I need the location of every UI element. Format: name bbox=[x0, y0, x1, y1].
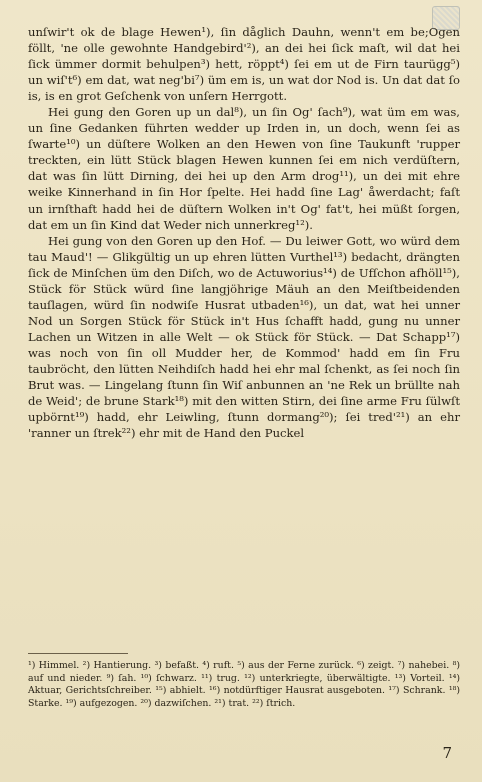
paragraph-2: Hei gung den Goren up un dal⁸), un ſin Og' ſach⁹), wat üm em was, un ſine Gedanken führten wedder up Irden in, un doch, wenn ſei as ſwarte¹⁰) un düſtere Wolken an den Hewen von ſine Taukunft 'rupper treckten, ein lütt Stück blagen Hewen kunnen ſei em nich verdüſtern, dat was ſin lütt Dirning, dei hei up den Arm drog¹¹), un dei mit ehre weike Kinnerhand in ſin Hor ſpelte. Hei hadd ſine Lag' åwerdacht; faſt un irnſthaft hadd hei de düſtern Wolken in't Og' fat't, hei müßt ſorgen, dat em un ſin Kind dat Weder nich unnerkreg¹²). bbox=[28, 105, 460, 232]
footnotes: ¹) Himmel. ²) Hantierung. ³) befaßt. ⁴) ruft. ⁵) aus der Ferne zurück. ⁶) zeigt. ⁷) nahebei. ⁸) auf und nieder. ⁹) ſah. ¹⁰) ſchwarz. ¹¹) trug. ¹²) unterkriegte, überwältigte. ¹³) Vorteil. ¹⁴) Aktuar, Gerichtsſchreiber. ¹⁵) abhielt. ¹⁶) notdürftiger Hausrat ausgeboten. ¹⁷) Schrank. ¹⁸) Starke. ¹⁹) aufgezogen. ²⁰) dazwiſchen. ²¹) trat. ²²) ſtrich. bbox=[28, 660, 460, 709]
main-text bbox=[28, 24, 460, 441]
page-number: 7 bbox=[442, 744, 452, 762]
paragraph-3: Hei gung von den Goren up den Hof. — Du leiwer Gott, wo würd dem tau Maud'! — Glikgültig un up ehren lütten Vurthel¹³) bedacht, drängten ſick de Minſchen üm den Diſch, wo de Actuworius¹⁴) de Ufſchon afhöll¹⁵), Stück för Stück würd ſine langjöhrige Mäuh an den Meiſtbeidenden tauſlagen, würd ſin nodwiſe Husrat utbaden¹⁶), un dat, wat hei unner Nod un Sorgen Stück för Stück in't Hus ſchafft hadd, gung nu unner Lachen un Witzen in alle Welt — ok Stück för Stück. — Dat Schapp¹⁷) was noch von ſin oll Mudder her, de Kommod' hadd em ſin Fru taubröcht, den lütten Neihdiſch hadd hei ehr mal ſchenkt, as ſei noch ſin Brut was. — Lingelang ſtunn ſin Wiſ anbunnen an 'ne Rek un brüllte nah de Weid'; de brune Stark¹⁸) mit den witten Stirn, dei ſine arme Fru ſülwſt upbörnt¹⁹) hadd, ehr Leiwling, ſtunn dormang²⁰); ſei tred'²¹) an ehr 'ranner un ſtrek²²) ehr mit de Hand den Puckel bbox=[28, 233, 460, 441]
paragraph-1: unſwir't ok de blage Hewen¹), ſin dåglich Dauhn, wenn't em be;Ogen föllt, 'ne olle gewohnte Handgebird'²), an dei hei ſick maſt, wil dat hei ſick ümmer dormit behulpen³) hett, röppt⁴) ſei em ut de Firn taurügg⁵) un wiſ't⁶) em dat, wat neg'bi⁷) üm em is, un wat dor Nod is. Un dat dat ſo is, is en grot Geſchenk von unſern Herrgott. bbox=[28, 25, 460, 104]
footnote-divider bbox=[28, 653, 128, 654]
